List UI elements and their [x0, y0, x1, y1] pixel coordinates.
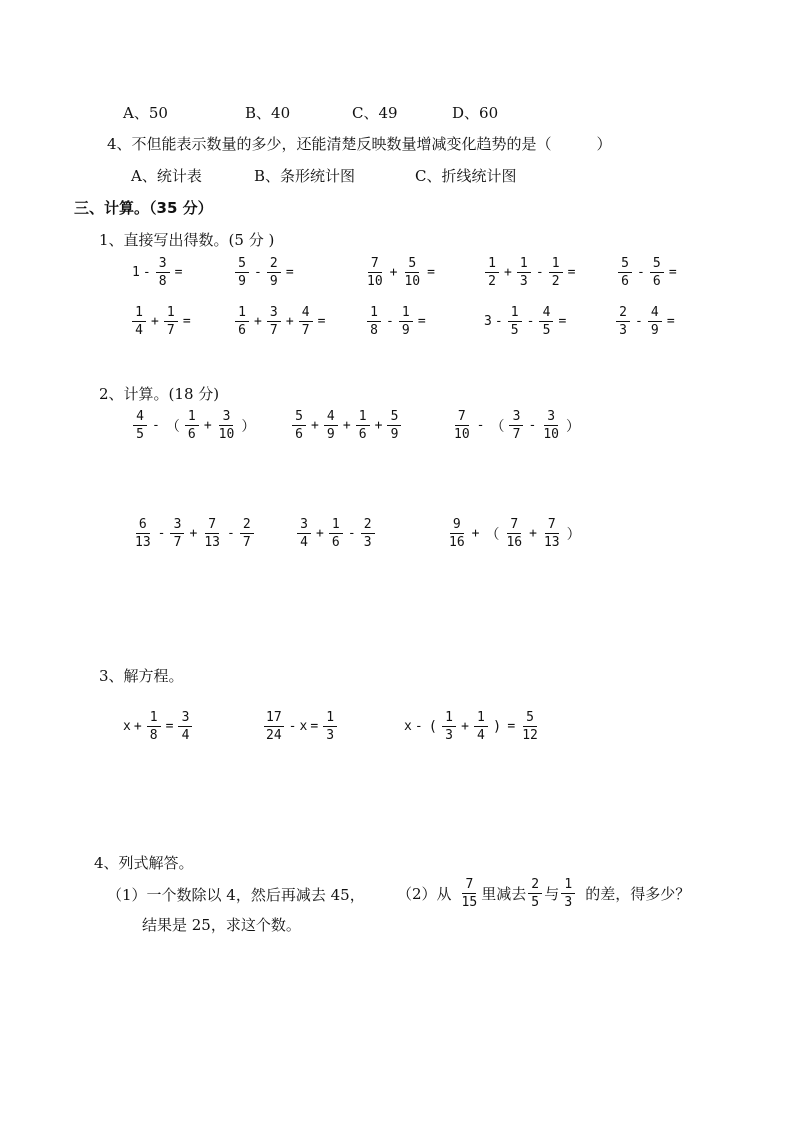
q4-prompt: 4、不但能表示数量的多少，还能清楚反映数量增减变化趋势的是（ ）	[107, 135, 612, 153]
q3-option-a: A、50	[123, 104, 168, 122]
mental-problem-7: 1 6 + $\frac{3}{7}$ + $\frac{4}{7}$ =	[233, 305, 328, 338]
calc-problem-4: 6 13 - 3 7 + $\frac{7}{13}$ - 2 7	[131, 517, 256, 550]
mental-problem-5: 5 6 - $\frac{5}{6}$ =	[616, 256, 680, 289]
calc-problem-5: 3 4 + $\frac{1}{6}$ - 2 3	[295, 517, 377, 550]
fraction: $\frac{3}{8}$	[156, 256, 170, 289]
part3-title: 3、解方程。	[99, 667, 184, 685]
equation-1: x + $\frac{1}{8}$ = $\frac{3}{4}$	[123, 710, 194, 743]
q4-option-a: A、统计表	[131, 167, 202, 185]
q3-option-c: C、49	[352, 104, 398, 122]
part1-title: 1、直接写出得数。(5 分 )	[99, 231, 275, 249]
mental-problem-3: 7 10 + $\frac{5}{10}$ =	[367, 256, 435, 289]
q3-option-d: D、60	[452, 104, 499, 122]
q4-option-b: B、条形统计图	[254, 167, 356, 185]
equation-3: x - ( 1 3 + $\frac{1}{4}$ ) = $\frac{5}{12}$	[404, 710, 538, 743]
part4-title: 4、列式解答。	[94, 854, 194, 872]
calc-problem-1: 4 5 - （ 1 6 + $\frac{3}{10}$ ）	[131, 409, 258, 442]
mental-problem-9: 3 - 1 5 - $\frac{4}{5}$ =	[484, 305, 567, 338]
q3-option-b: B、40	[245, 104, 291, 122]
mental-problem-4: 1 2 + $\frac{1}{3}$ - $\frac{1}{2}$ =	[483, 256, 578, 289]
mental-problem-1: 1 - $\frac{3}{8}$ =	[132, 256, 183, 289]
word-problem-1-line2: 结果是 25，求这个数。	[142, 916, 301, 934]
mental-problem-2: 5 9 - $\frac{2}{9}$ =	[233, 256, 297, 289]
section-title: 三、计算。（35 分）	[74, 199, 213, 217]
q4-option-c: C、折线统计图	[415, 167, 517, 185]
calc-problem-6: 9 16 + （ 7 16 + $\frac{7}{13}$ ）	[449, 517, 581, 550]
mental-problem-6: 1 4 + $\frac{1}{7}$ =	[130, 305, 194, 338]
word-problem-1-line1: （1）一个数除以 4，然后再减去 45，	[107, 886, 365, 904]
mental-problem-8: 1 8 - $\frac{1}{9}$ =	[365, 305, 429, 338]
equation-2: 17 24 - x = $\frac{1}{3}$	[262, 710, 339, 743]
mental-problem-10: 2 3 - $\frac{4}{9}$ =	[614, 305, 678, 338]
word-problem-2: （2）从 7 15 里减去 2 5 与 1 3 的差，得多少？	[397, 877, 691, 910]
calc-problem-3: 7 10 - （ 3 7 - 3 10 ）	[454, 409, 580, 442]
part2-title: 2、计算。(18 分)	[99, 385, 220, 403]
calc-problem-2: 5 6 + $\frac{4}{9}$ + $\frac{1}{6}$ + $\frac{5}{9}$	[290, 409, 403, 442]
